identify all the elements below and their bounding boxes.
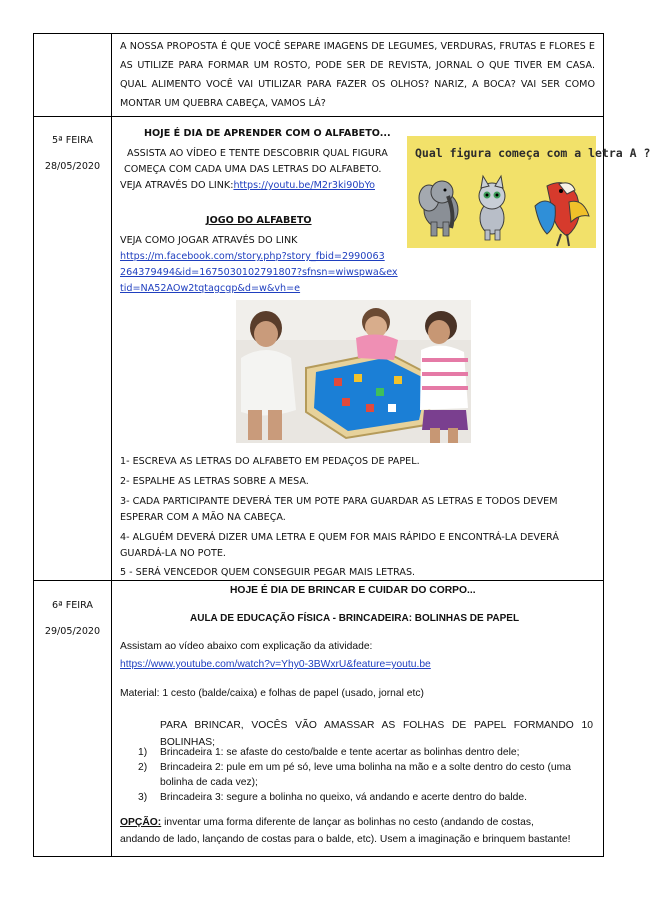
friday-day: 6ª FEIRA [52,600,93,611]
game-title: JOGO DO ALFABETO [206,215,312,226]
row-divider-1 [33,116,604,117]
friday-date: 29/05/2020 [44,626,101,637]
thumbnail-title: Qual figura começa com a letra A ? [415,146,650,160]
table-border-bottom [33,856,604,857]
elephant-icon [419,181,458,236]
game-2-text-line-1: Brincadeira 2: pule em um pé só, leve uma bolinha na mão e a solte dentro do cesto (uma [160,762,571,773]
intro-line-4: MONTAR UM QUEBRA CABEÇA, VAMOS LÁ? [120,98,326,109]
instruction-line-2: BOLINHAS; [160,737,215,748]
cat-icon [479,176,505,240]
game-1-text: Brincadeira 1: se afaste do cesto/balde e tente acertar as bolinhas dentro dele; [160,747,520,758]
intro-line-3: QUAL ALIMENTO VOCÊ VAI UTILIZAR PARA FAZER OS OLHOS? NARIZ, A BOCA? VAI SER COMO [120,79,595,90]
parrot-icon [535,183,589,246]
game-3-text: Brincadeira 3: segure a bolinha no queixo, vá andando e acerte dentro do balde. [160,792,527,803]
game-link-line-1[interactable]: https://m.facebook.com/story.php?story_fbid=2990063 [120,251,385,262]
game-intro: VEJA COMO JOGAR ATRAVÉS DO LINK [120,235,298,246]
game-1-number: 1) [138,747,148,758]
game-2-text-line-2: bolinha de cada vez); [160,777,258,788]
watch-instruction: Assistam ao vídeo abaixo com explicação da atividade: [120,641,373,652]
step-5: 5 - SERÁ VENCEDOR QUEM CONSEGUIR PEGAR MAIS LETRAS. [120,567,416,578]
watch-link[interactable]: https://www.youtube.com/watch?v=Yhy0-3BWxrU&feature=youtu.be [120,659,431,670]
thursday-day: 5ª FEIRA [52,135,93,146]
thursday-heading: HOJE É DIA DE APRENDER COM O ALFABETO... [144,128,391,139]
step-2: 2- ESPALHE AS LETRAS SOBRE A MESA. [120,476,309,487]
step-3-line-2: ESPERAR COM A MÃO NA CABEÇA. [120,512,286,523]
friday-subheading: AULA DE EDUCAÇÃO FÍSICA - BRINCADEIRA: BOLINHAS DE PAPEL [190,613,520,624]
step-4-line-1: 4- ALGUÉM DEVERÁ DIZER UMA LETRA E QUEM FOR MAIS RÁPIDO E ENCONTRÁ-LA DEVERÁ [120,532,559,543]
video-link-label: VEJA ATRAVÉS DO LINK: [120,180,234,191]
step-3-line-1: 3- CADA PARTICIPANTE DEVERÁ TER UM POTE PARA GUARDAR AS LETRAS E TODOS DEVEM [120,496,558,507]
game-link-line-2[interactable]: 264379494&id=1675030102791807?sfnsn=wiwspwa&ex [120,267,398,278]
option-label: OPÇÃO: [120,817,162,828]
table-border-top [33,33,604,34]
intro-line-1: A NOSSA PROPOSTA É QUE VOCÊ SEPARE IMAGENS DE LEGUMES, VERDURAS, FRUTAS E FLORES E [120,41,595,52]
video-thumbnail[interactable] [407,136,650,248]
table-column-divider [111,33,112,857]
step-4-line-2: GUARDÁ-LA NO POTE. [120,548,226,559]
game-3-number: 3) [138,792,148,803]
game-2-number: 2) [138,762,148,773]
option-line-2: andando de lado, lançando de costas para o balde, etc). Usem a imaginação e brinquem bastante! [120,834,571,845]
thursday-date: 28/05/2020 [44,161,101,172]
material-text: Material: 1 cesto (balde/caixa) e folhas de papel (usado, jornal etc) [120,688,424,699]
children-game-photo [236,300,471,443]
friday-heading: HOJE É DIA DE BRINCAR E CUIDAR DO CORPO... [230,585,476,596]
video-link[interactable]: https://youtu.be/M2r3ki90bYo [233,180,375,191]
game-link-line-3[interactable]: tid=NA52AOw2tqtagcgp&d=w&vh=e [120,283,301,294]
video-instruction-line-1: ASSISTA AO VÍDEO E TENTE DESCOBRIR QUAL FIGURA [127,148,388,159]
instruction-line-1: PARA BRINCAR, VOCÊS VÃO AMASSAR AS FOLHAS DE PAPEL FORMANDO 10 [160,720,593,731]
video-instruction-line-3 [120,176,375,195]
step-1: 1- ESCREVA AS LETRAS DO ALFABETO EM PEDAÇOS DE PAPEL. [120,456,420,467]
video-instruction-line-2: COMEÇA COM CADA UMA DAS LETRAS DO ALFABETO. [124,164,382,175]
intro-line-2: AS UTILIZE PARA FORMAR UM ROSTO, PODE SER DE REVISTA, JORNAL O QUE TIVER EM CASA. [120,60,595,71]
option-text-1: inventar uma forma diferente de lançar as bolinhas no cesto (andando de costas, [161,817,534,828]
